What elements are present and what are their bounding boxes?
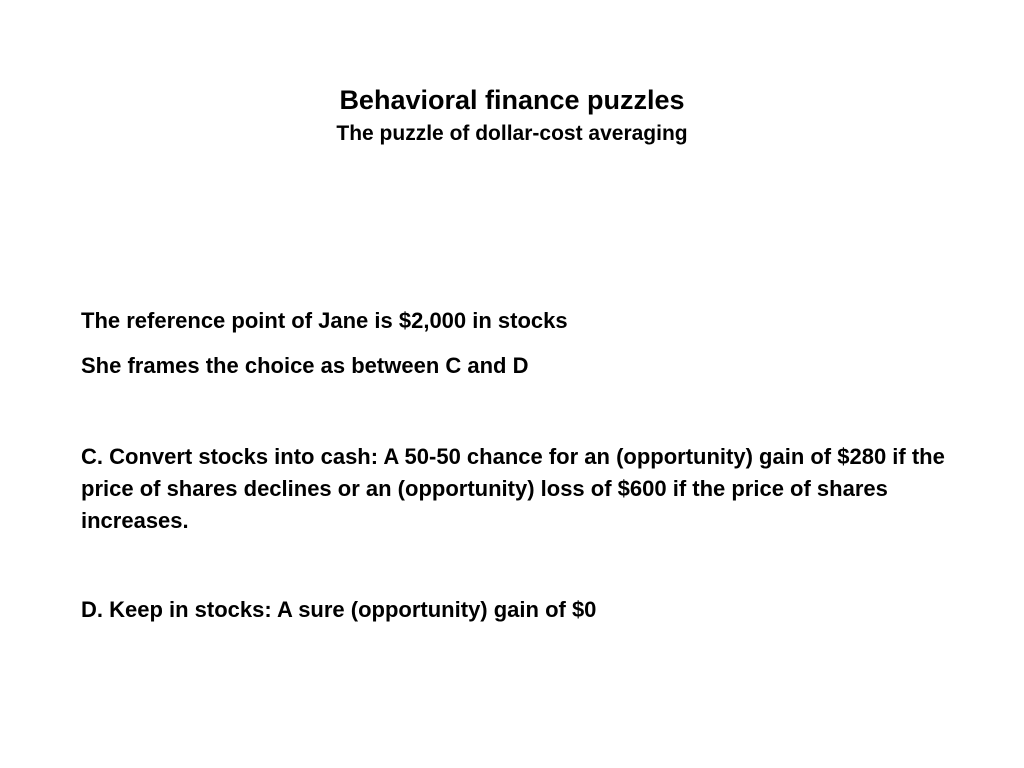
option-c-text: C. Convert stocks into cash: A 50-50 chance for an (opportunity) gain of $280 if the price of shares declines or an (opportunity) loss of $600 if the price of shares increases. [81,444,945,533]
reference-point-text: The reference point of Jane is $2,000 in stocks [81,308,568,333]
slide-title: Behavioral finance puzzles [339,85,685,115]
framing-text: She frames the choice as between C and D [81,353,529,378]
option-d-text: D. Keep in stocks: A sure (opportunity) gain of $0 [81,597,597,622]
slide-subtitle: The puzzle of dollar-cost averaging [336,122,688,145]
